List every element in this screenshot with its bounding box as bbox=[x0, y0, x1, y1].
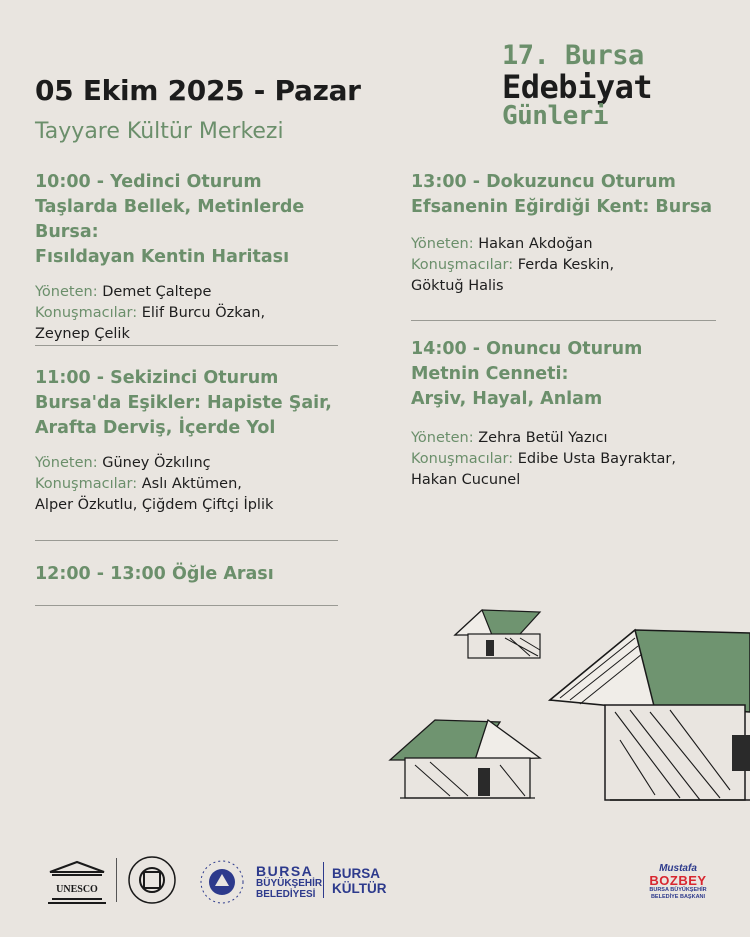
session-title-line: Bursa'da Eşikler: Hapiste Şair, bbox=[35, 393, 332, 413]
kultur-wordmark-line2: KÜLTÜR bbox=[332, 881, 387, 896]
session-lunch-break bbox=[35, 562, 365, 587]
village-houses-illustration bbox=[380, 600, 750, 820]
large-house-icon bbox=[550, 630, 750, 800]
session-title bbox=[35, 366, 365, 441]
festival-logo-line2: Edebiyat bbox=[502, 68, 653, 106]
divider bbox=[35, 540, 338, 541]
mayor-title-line2: BELEDİYE BAŞKANI bbox=[650, 893, 706, 900]
speakers-names: Elif Burcu Özkan, bbox=[141, 305, 266, 321]
moderator-name: Zehra Betül Yazıcı bbox=[478, 430, 608, 446]
speakers-row bbox=[411, 255, 721, 276]
moderator-name: Güney Özkılınç bbox=[102, 455, 211, 471]
session-ninth bbox=[411, 170, 721, 297]
bbb-wordmark-line2: BÜYÜKŞEHİR bbox=[256, 878, 323, 889]
session-title-line: Taşlarda Bellek, Metinlerde Bursa: bbox=[35, 197, 305, 242]
event-venue: Tayyare Kültür Merkezi bbox=[35, 119, 284, 144]
moderator-label: Yöneten: bbox=[411, 236, 474, 252]
festival-logo-line3: Günleri bbox=[502, 101, 609, 131]
session-title-line: Arafta Derviş, İçerde Yol bbox=[35, 418, 276, 438]
session-people bbox=[35, 282, 365, 345]
speakers-names: Aslı Aktümen, bbox=[141, 476, 242, 492]
speakers-row bbox=[35, 474, 365, 495]
session-title-line: Arşiv, Hayal, Anlam bbox=[411, 389, 603, 409]
session-title-line: 12:00 - 13:00 Öğle Arası bbox=[35, 564, 274, 584]
speakers-names-cont: Alper Özkutlu, Çiğdem Çiftçi İplik bbox=[35, 497, 274, 513]
session-title bbox=[411, 337, 721, 412]
small-house-icon bbox=[455, 610, 540, 658]
moderator-row bbox=[35, 453, 365, 474]
moderator-label: Yöneten: bbox=[411, 430, 474, 446]
session-title-line: 13:00 - Dokuzuncu Oturum bbox=[411, 172, 676, 192]
moderator-label: Yöneten: bbox=[35, 455, 98, 471]
session-tenth bbox=[411, 337, 721, 491]
session-title-line: Metnin Cenneti: bbox=[411, 364, 569, 384]
moderator-name: Demet Çaltepe bbox=[102, 284, 212, 300]
session-eighth bbox=[35, 366, 365, 516]
medium-house-icon bbox=[390, 720, 540, 798]
footer-separator bbox=[116, 858, 117, 902]
event-date-title: 05 Ekim 2025 - Pazar bbox=[35, 74, 361, 107]
speakers-label: Konuşmacılar: bbox=[35, 476, 138, 492]
session-people bbox=[411, 234, 721, 297]
speakers-label: Konuşmacılar: bbox=[411, 451, 514, 467]
bbb-wordmark-line1: BURSA bbox=[256, 863, 314, 879]
mayor-first-name: Mustafa bbox=[659, 863, 697, 874]
speakers-names-cont: Zeynep Çelik bbox=[35, 326, 130, 342]
divider bbox=[35, 345, 338, 346]
speakers-names-cont: Göktuğ Halis bbox=[411, 278, 504, 294]
bursa-kultur-wordmark bbox=[332, 866, 387, 896]
divider bbox=[35, 605, 338, 606]
kultur-wordmark-line1: BURSA bbox=[332, 866, 381, 881]
session-title-line: 14:00 - Onuncu Oturum bbox=[411, 339, 643, 359]
speakers-label: Konuşmacılar: bbox=[411, 257, 514, 273]
moderator-row bbox=[35, 282, 365, 303]
speakers-row bbox=[35, 303, 365, 324]
bursa-metropolitan-emblem bbox=[198, 858, 246, 906]
moderator-label: Yöneten: bbox=[35, 284, 98, 300]
world-heritage-logo bbox=[126, 854, 178, 906]
moderator-name: Hakan Akdoğan bbox=[478, 236, 593, 252]
footer-logos bbox=[0, 850, 750, 920]
divider bbox=[411, 320, 716, 321]
session-title bbox=[35, 562, 365, 587]
bursa-metropolitan-wordmark bbox=[256, 864, 322, 900]
speakers-names-cont: Hakan Cucunel bbox=[411, 472, 521, 488]
bbb-wordmark-line3: BELEDİYESİ bbox=[256, 889, 316, 900]
mayor-signature-logo bbox=[646, 864, 710, 900]
speakers-names: Ferda Keskin, bbox=[517, 257, 615, 273]
moderator-row bbox=[411, 234, 721, 255]
session-title-line: 11:00 - Sekizinci Oturum bbox=[35, 368, 279, 388]
mayor-title-line1: BURSA BÜYÜKŞEHİR bbox=[649, 887, 707, 893]
unesco-text: UNESCO bbox=[56, 884, 98, 895]
footer-separator bbox=[323, 862, 324, 898]
session-title bbox=[35, 170, 365, 270]
speakers-label: Konuşmacılar: bbox=[35, 305, 138, 321]
unesco-logo bbox=[46, 860, 108, 908]
moderator-row bbox=[411, 428, 721, 449]
festival-logo-line1: 17. Bursa bbox=[502, 40, 644, 71]
speakers-row bbox=[411, 449, 721, 470]
session-title-line: 10:00 - Yedinci Oturum bbox=[35, 172, 262, 192]
session-title-line: Fısıldayan Kentin Haritası bbox=[35, 247, 290, 267]
session-title bbox=[411, 170, 721, 220]
mayor-last-name: BOZBEY bbox=[649, 873, 707, 888]
session-people bbox=[35, 453, 365, 516]
speakers-names: Edibe Usta Bayraktar, bbox=[517, 451, 676, 467]
festival-logo bbox=[502, 40, 652, 131]
session-seventh bbox=[35, 170, 365, 345]
session-title-line: Efsanenin Eğirdiği Kent: Bursa bbox=[411, 197, 713, 217]
session-people bbox=[411, 428, 721, 491]
